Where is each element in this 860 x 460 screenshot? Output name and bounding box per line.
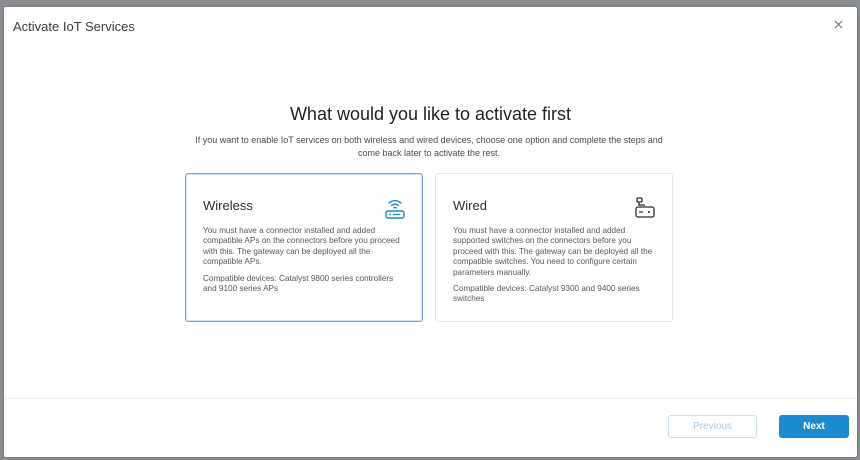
option-description: You must have a connector installed and added compatible APs on the connectors before you proceed with this. The gateway can be deployed all the compatible APs. [203, 226, 400, 267]
page-subtitle: If you want to enable IoT services on both wireless and wired devices, choose one option and complete the steps and come back later to activate the rest. [195, 135, 663, 158]
close-button[interactable] [831, 17, 845, 31]
footer-divider [4, 398, 857, 399]
option-title: Wireless [203, 198, 253, 213]
previous-button[interactable]: Previous [668, 415, 757, 438]
page-title: What would you like to activate first [289, 104, 572, 124]
option-description: You must have a connector installed and added supported switches on the connectors before you proceed with this. The gateway can be deployed all the compatible switches. You need to configure certain parameters manually. [453, 226, 653, 277]
next-button[interactable]: Next [779, 415, 849, 438]
option-card-wireless[interactable] [185, 173, 423, 322]
activate-iot-dialog [4, 7, 857, 457]
wireless-ap-icon [384, 196, 406, 220]
close-icon [834, 20, 843, 29]
option-compatible-devices: Compatible devices: Catalyst 9800 series controllers and 9100 series APs [203, 273, 394, 294]
switch-icon [634, 196, 656, 220]
option-card-wired[interactable] [435, 173, 673, 322]
dialog-title: Activate IoT Services [13, 19, 135, 34]
option-title: Wired [453, 198, 487, 213]
option-compatible-devices: Compatible devices: Catalyst 9300 and 9400 series switches [453, 284, 640, 304]
